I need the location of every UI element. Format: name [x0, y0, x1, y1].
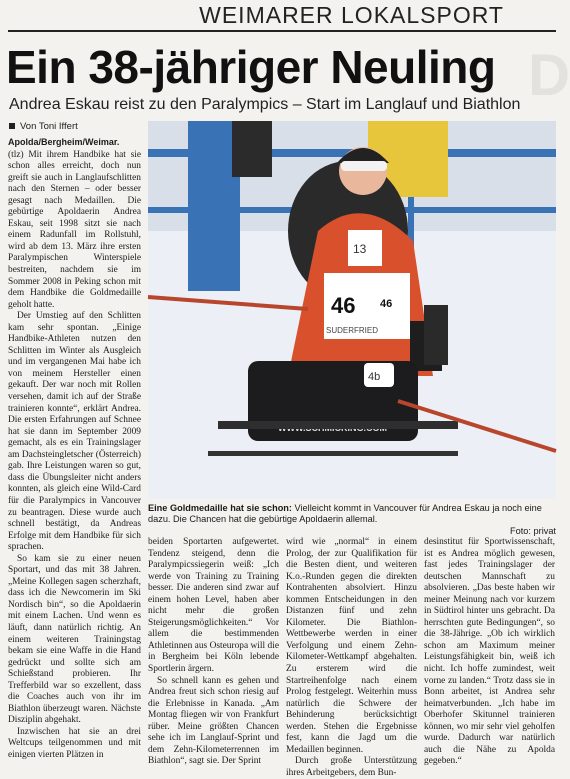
bullet-square-icon	[9, 123, 15, 129]
photo-caption	[148, 503, 556, 537]
photo-illustration	[148, 121, 556, 499]
race-bib-brand: SUDERFRIED	[326, 326, 379, 335]
race-bib-small-number: 46	[380, 298, 393, 310]
sled-ski	[208, 451, 458, 456]
paragraph: So schnell kann es gehen und Andrea freut sich schon riesig auf die Erlebnisse in Kanada. „Am Montag fliegen wir von Frankfurt rüber. Meine größten Chancen sehe ich im Langlauf-Sprint und dem Zehn-Kilometerrennen im Biathlon“, sagt sie. Der Sprint	[148, 675, 279, 767]
caption-text: Vielleicht kommt in Vancouver für Andrea Eskau ja noch eine dazu. Die Chancen hat die gebürtige Apoldaerin allemal.	[148, 503, 542, 525]
side-tag: 4b	[368, 371, 381, 383]
section-header	[0, 0, 564, 34]
helper-leg	[424, 305, 448, 365]
number-tag: 13	[353, 242, 367, 256]
headline: Ein 38-jähriger Neuling	[6, 41, 496, 93]
author-line	[9, 121, 78, 132]
paragraph: beiden Sportarten aufgewertet. Tendenz steigend, denn die Paralympicssiegerin weiß: „Ich werde von Training zu Training besser. Die anderen sind zwar auf einem hohen Level, haben aber nicht mehr die großen Steigerungsmöglichkeiten.“ Vor allem die bestimmenden Athletinnen aus Osteuropa will die in Bergheim bei Köln lebende Sportlerin ärgern.	[148, 537, 279, 675]
section-title: WEIMARER LOKALSPORT	[199, 2, 504, 28]
paragraph: Der Umstieg auf den Schlitten kam sehr spontan. „Einige Handbike-Athleten nutzen den Schlitten im Winter als Ausgleich und im vergangenen Mai habe ich von meinem Hersteller einen gekauft. Der war noch mit Rollen versehen, damit ich auf der Straße trainieren konnte“, erklärt Andrea. Die ersten Erfahrungen auf Schnee hat sie dann im September 2009 gemacht, als es ein Trainingslager am Dachsteingletscher (Österreich) gab. Ihre Leistungen waren so gut, dass die Übungsleiter nicht anders konnten, als gleich eine Wild-Card für die Paralympics in Vancouver zu beantragen. Diese wurde auch schnell bestätigt, da Andreas Erfolge mit dem Handbike für sich sprachen.	[8, 311, 141, 553]
section-rule	[8, 30, 556, 32]
dateline: Apolda/Bergheim/Weimar.	[8, 137, 120, 147]
article-column-3	[286, 537, 417, 779]
caption-lead: Eine Goldmedaille hat sie schon:	[148, 503, 292, 513]
subheadline: Andrea Eskau reist zu den Paralympics – Start im Langlauf und Biathlon	[9, 96, 521, 113]
paragraph: Durch große Unterstützung ihres Arbeitgebers, dem Bun-	[286, 756, 417, 778]
athlete-goggles	[341, 161, 387, 171]
article-left-column	[8, 137, 141, 762]
paragraph: So kam sie zu einer neuen Sportart, und das mit 38 Jahren. „Meine Kollegen sagen scherzhaft, dass ich die Newcomerin im Ski Nordisch bin“, so die Apoldaerin mit einem Lachen. Und wenn es läuft, dann natürlich richtig. An einem weiteren Trainingstag bekam sie eine Waffe in die Hand gedrückt und sollte sich am Schießstand probieren. Ihr Trefferbild war so exzellent, dass die Coaches auch von ihr im Biathlon überzeugt waren. Nächste Disziplin abgehakt.	[8, 553, 141, 726]
paragraph: desinstitut für Sportwissenschaft, ist es Andrea möglich gewesen, fast jedes Trainingslager der deutschen Mannschaft zu absolvieren. „Das beste haben wir meiner Meinung nach vor kurzem in Südtirol hinter uns gebracht. Da herrschten gute Bedingungen“, so die 38-Jährige. „Ob ich wirklich schon am Maximum meiner Leistungsfähigkeit bin, weiß ich nicht. Ich hoffe zumindest, weit vorne zu landen.“ Trotz dass sie in Bonn arbeitet, ist Andrea sehr heimatverbunden. „Ich habe im Oberhofer Skitunnel trainieren können, wo mir sehr viel geholfen wurde. Dadurch war natürlich auch die Nähe zu Apolda gegeben.“	[424, 537, 555, 767]
spectator-dark	[232, 121, 272, 177]
author-name: Von Toni Iffert	[20, 121, 78, 132]
article-photo	[148, 121, 556, 499]
sled-frame	[218, 421, 458, 429]
paragraph: Inzwischen hat sie an drei Weltcups teilgenommen und mit einigen vierten Plätzen in	[8, 726, 141, 760]
race-bib-number: 46	[331, 293, 356, 318]
paragraph: (tlz) Mit ihrem Handbike hat sie schon alles erreicht, doch nun greift sie auch in Langlaufschlitten nach den Sternen – oder besser gesagt nach Medaillen. Die gebürtige Apoldaerin Andrea Eskau, seit 1998 sitzt sie nach einem Radunfall im Rollstuhl, wird ab dem 13. März ihre ersten Paralympischen Winterspiele bestreiten, nachdem sie im Sommer 2008 in Peking schon mit dem Handbike die Goldmedaille geholt hatte.	[8, 149, 141, 310]
article-column-2	[148, 537, 279, 768]
article-column-4	[424, 537, 555, 768]
photo-credit: Foto: privat	[510, 525, 556, 536]
ghost-background-letter: D	[528, 43, 570, 108]
paragraph: wird wie „normal“ in einem Prolog, der zur Qualifikation für die Besten dient, und weiteren K.o.-Runden gegen die direkten Kontrahenten absolviert. Hinzu kommen Entscheidungen in den Distanzen fünf und zehn Kilometer. Die Biathlon-Wettbewerbe werden in einer Verfolgung und einem Zehn-Kilometer-Wettkampf abgehalten. Zu ersterem wird die Startreihenfolge nach einem Prolog festgelegt. Weiterhin muss natürlich die Schwere der Behinderung berücksichtigt werden. Stehen die Ergebnisse fest, kann die Jagd um die Medaillen beginnen.	[286, 537, 417, 755]
